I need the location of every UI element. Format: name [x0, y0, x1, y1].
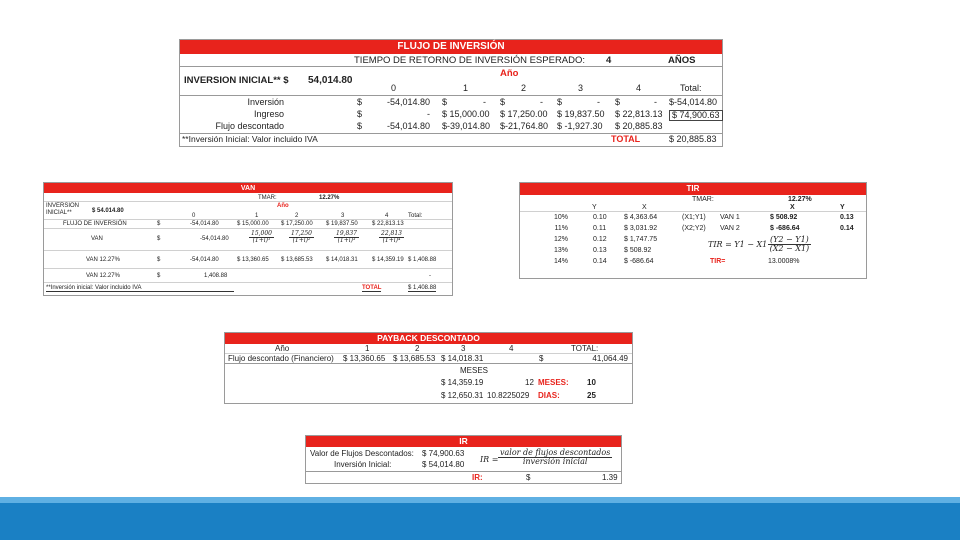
year-4: 4	[636, 83, 642, 93]
payback-header-4: 4	[509, 344, 514, 353]
payback-meses	[225, 364, 632, 404]
cell: -54,014.80	[190, 257, 219, 263]
tir-pair-1: (X1;Y1)	[682, 214, 706, 221]
tir-pair-2: (X2;Y2)	[682, 225, 706, 232]
payback-title: PAYBACK DESCONTADO	[225, 333, 632, 344]
tir-col-x2: X	[790, 204, 795, 211]
van2-value: 1,408.88	[204, 273, 228, 279]
row-ingreso-total: $ 74,900.63	[669, 110, 723, 121]
row-ingreso-label: Ingreso	[253, 109, 284, 119]
payback-header-2: 2	[415, 344, 420, 353]
row-flujo-label: Flujo descontado	[215, 121, 284, 131]
tiempo-value: 4	[606, 55, 612, 66]
cell: $ 3,031.92	[624, 225, 658, 232]
ir-formula-frac: valor de flujos descontados inversión inicial	[500, 448, 611, 466]
van-frac-2: $\frac{17,250}{\text{(1+i)²}}$	[291, 230, 312, 244]
inversion-inicial-value: 54,014.80	[308, 75, 353, 86]
cell: $ 14,359.19	[372, 257, 404, 263]
cell: $ 17,250.00	[500, 109, 548, 119]
cell: $ 13,685.53	[281, 257, 313, 263]
cell: 14%	[553, 258, 568, 265]
payback-header-1: 1	[365, 344, 370, 353]
van-total-label: Total:	[408, 213, 423, 219]
van-label: VAN	[91, 236, 103, 242]
cell: $	[357, 97, 363, 107]
van-year-3: 3	[341, 213, 345, 219]
cell: $	[157, 236, 161, 242]
ir-vfd-value: $ 74,900.63	[422, 449, 465, 458]
cell: $ 22,813.13	[615, 109, 663, 119]
van2-label: VAN 12.27%	[86, 273, 120, 279]
cell: $	[157, 273, 161, 279]
cell: $	[557, 97, 563, 107]
tir-col-y: Y	[592, 204, 597, 211]
van-total-value: $ 1,408.88	[408, 285, 437, 291]
cell: 0.11	[593, 225, 607, 232]
payback-header-total: TOTAL:	[571, 344, 599, 353]
van-inv-value: $ 54.014.80	[92, 208, 124, 214]
cell: $ 22,813.13	[372, 221, 404, 227]
tir-formula-left: TIR = Y1 − X1	[708, 240, 768, 249]
cell: $	[157, 221, 161, 227]
tir-tmar-value: 12.27%	[788, 196, 812, 203]
van-frac-4: $\frac{22,813}{\text{(1+i)⁴}}$	[381, 230, 402, 244]
flujo-total-value: $ 20,885.83	[669, 134, 717, 144]
cell: 11%	[554, 225, 568, 232]
van-frac-1: $\frac{15,000}{\text{(1+i)¹}}$	[251, 230, 272, 244]
cell: -54,014.80	[386, 97, 430, 107]
cell: $ 15,000.00	[237, 221, 269, 227]
cell: $	[442, 97, 448, 107]
cell: 0.13	[593, 247, 607, 254]
cell: 12%	[553, 236, 568, 243]
cell: $ 14,018.31	[441, 354, 484, 363]
tir-van2-label: VAN 2	[720, 225, 740, 232]
cell: -54,014.80	[386, 121, 430, 131]
cell: $ 14,359.19	[441, 378, 484, 387]
cell: $	[539, 354, 544, 363]
tir-van1-y: 0.13	[840, 214, 854, 221]
cell: $ 14,018.31	[326, 257, 358, 263]
cell: -	[427, 109, 430, 119]
cell: 13%	[553, 247, 568, 254]
ir-table	[305, 435, 622, 484]
year-0: 0	[391, 83, 397, 93]
row-inversion-total: $-54,014.80	[669, 97, 718, 107]
cell: $-39,014.80	[442, 121, 491, 131]
year-3: 3	[578, 83, 584, 93]
total-label: Total:	[680, 83, 702, 93]
tir-van2-x: $ -686.64	[770, 225, 800, 232]
cell: $ 13,360.65	[343, 354, 386, 363]
ir-formula-lhs: IR =	[480, 455, 499, 464]
ir-title: IR	[306, 436, 621, 447]
van-title: VAN	[44, 183, 452, 193]
tir-col-x: X	[642, 204, 647, 211]
tir-result-value: 13.0008%	[768, 258, 800, 265]
ir-dollar: $	[526, 473, 531, 482]
cell: $ 508.92	[624, 247, 652, 254]
flujo-inversion-table	[179, 39, 723, 147]
year-2: 2	[521, 83, 527, 93]
van-total-red: TOTAL	[362, 285, 382, 291]
ir-result-label: IR:	[472, 473, 483, 482]
payback-dias-value: 25	[587, 391, 596, 400]
cell: $ 13,360.65	[237, 257, 269, 263]
tiempo-unit: AÑOS	[668, 55, 696, 66]
cell: $	[500, 97, 506, 107]
cell: -	[540, 97, 543, 107]
tir-col-y2: Y	[840, 204, 845, 211]
ir-vfd-label: Valor de Flujos Descontados:	[310, 449, 414, 458]
tir-van1-label: VAN 1	[720, 214, 740, 221]
flujo-rows	[180, 96, 722, 134]
van-year-4: 4	[385, 213, 389, 219]
payback-dias-label: DIAS:	[538, 391, 560, 400]
cell: 0.12	[593, 236, 607, 243]
van-flujo-label: FLUJO DE INVERSIÓN	[63, 221, 127, 227]
cell: -	[654, 97, 657, 107]
cell: $ 17,250.00	[281, 221, 313, 227]
tir-title: TIR	[520, 183, 866, 195]
van-anio-label: Año	[277, 203, 289, 209]
payback-meses-label: MESES:	[538, 378, 569, 387]
van-inv-label: INVERSION INICIAL**	[46, 203, 80, 217]
cell: 10.8225029	[487, 391, 530, 400]
cell: -	[483, 97, 486, 107]
van-year-0: 0	[192, 213, 196, 219]
tir-van1-x: $ 508.92	[770, 214, 798, 221]
cell: $-21,764.80	[500, 121, 549, 131]
row-inversion-label: Inversión	[247, 97, 284, 107]
cell: $	[357, 121, 363, 131]
anio-label: Año	[500, 68, 519, 79]
cell: $	[615, 97, 621, 107]
year-1: 1	[463, 83, 469, 93]
cell: $ 12,650.31	[441, 391, 484, 400]
van1227-total: $ 1,408.88	[408, 257, 437, 263]
payback-header-3: 3	[461, 344, 466, 353]
cell: -54,014.80	[190, 221, 219, 227]
cell: $ 1,747.75	[624, 236, 658, 243]
tiempo-label: TIEMPO DE RETORNO DE INVERSIÓN ESPERADO:	[354, 55, 586, 66]
van-table	[43, 182, 453, 296]
tir-rows	[520, 212, 866, 269]
van-footnote: **Inversión inicial: Valor incluido IVA	[46, 285, 234, 292]
tir-result-label: TIR=	[710, 258, 726, 265]
cell: $ -686.64	[624, 258, 654, 265]
ir-inv-value: $ 54,014.80	[422, 460, 465, 469]
footer-bar	[0, 497, 960, 540]
cell: $ -1,927.30	[557, 121, 603, 131]
cell: 41,064.49	[592, 354, 628, 363]
cell: 0.14	[593, 258, 607, 265]
cell: 0.10	[593, 214, 607, 221]
payback-flujo-label: Flujo descontado (Financiero)	[228, 354, 334, 363]
tir-table	[519, 182, 867, 279]
flujo-title: FLUJO DE INVERSIÓN	[180, 40, 722, 54]
tir-formula-frac: $\frac{(Y2 - Y1)}{(X2 - X1)}$	[769, 235, 810, 253]
tir-tmar-label: TMAR:	[692, 196, 714, 203]
footer-strip	[0, 497, 960, 503]
cell: $ 19,837.50	[557, 109, 605, 119]
cell: $ 4,363.64	[624, 214, 658, 221]
ir-value: 1.39	[602, 473, 618, 482]
payback-meses-value: 10	[587, 378, 596, 387]
inversion-inicial-label: INVERSION INICIAL** $	[184, 75, 289, 86]
flujo-total-label: TOTAL	[611, 134, 641, 144]
van-tmar-value: 12.27%	[319, 195, 340, 201]
cell: 10%	[553, 214, 568, 221]
van-year-1: 1	[255, 213, 259, 219]
cell: $	[357, 109, 363, 119]
van-year-2: 2	[295, 213, 299, 219]
payback-header-anio: Año	[275, 344, 290, 353]
van-frac-3: $\frac{19,837}{\text{(1+i)³}}$	[336, 230, 357, 244]
payback-meses-header: MESES	[460, 366, 489, 375]
cell: -	[597, 97, 600, 107]
tir-van2-y: 0.14	[840, 225, 854, 232]
cell: 12	[525, 378, 534, 387]
ir-inv-label: Inversión Inicial:	[334, 460, 392, 469]
cell: $ 15,000.00	[442, 109, 490, 119]
van2-dash: -	[429, 273, 431, 279]
van1227-label: VAN 12.27%	[86, 257, 120, 263]
payback-table	[224, 332, 633, 404]
cell: $ 19,837.50	[326, 221, 358, 227]
cell: $ 13,685.53	[393, 354, 436, 363]
cell: $	[157, 257, 161, 263]
cell: $ 20,885.83	[615, 121, 663, 131]
van-first: -54,014.80	[200, 236, 229, 242]
flujo-footnote: **Inversión Inicial: Valor incluido IVA	[182, 134, 318, 144]
van-tmar-label: TMAR:	[258, 195, 277, 201]
